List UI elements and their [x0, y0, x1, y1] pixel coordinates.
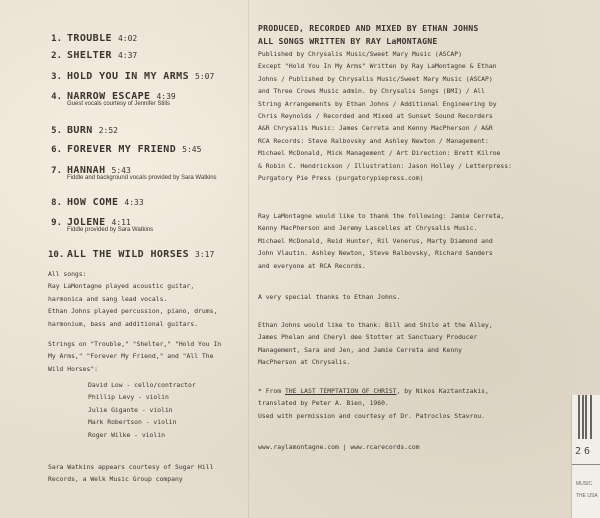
track-time: 5:45 [182, 145, 202, 154]
all-songs-line: Ray LaMontagne played acoustic guitar, [48, 282, 195, 291]
quote-rest: , by Nikos Kaztantzakis, [396, 387, 489, 395]
track-number: 7. [51, 166, 62, 176]
barcode-bar [578, 395, 580, 439]
barcode-bar [590, 395, 592, 439]
track-row [48, 28, 137, 46]
strings-intro-line: Strings on "Trouble," "Shelter," "Hold You In [48, 340, 222, 348]
track-number: 3. [51, 72, 62, 82]
track-number: 2. [51, 51, 62, 61]
quote-line-1 [258, 385, 489, 397]
track-title: HOW COME [67, 197, 119, 208]
barcode-bar [582, 395, 584, 439]
track-time: 3:17 [195, 250, 215, 259]
sara-watkins-line: Sara Watkins appears courtesy of Sugar Hill [48, 463, 214, 471]
corner-text-2: THE USA [576, 493, 598, 499]
track-number: 6. [51, 145, 62, 155]
track-title: HANNAH [67, 165, 106, 176]
credits-line: A&R Chrysalis Music: James Cerreta and Kenny MacPherson / A&R [258, 124, 493, 133]
thanks-ethan-special: A very special thanks to Ethan Johns. [258, 293, 401, 301]
thanks-ray-line: Kenny MacPherson and Jeremy Lascelles at Chrysalis Music. [258, 224, 478, 233]
column-divider [248, 0, 249, 518]
credits-line: Published by Chrysalis Music/Sweet Mary Music (ASCAP) [258, 50, 462, 58]
track-row [48, 66, 214, 84]
track-time: 2:52 [98, 126, 118, 135]
track-title: ALL THE WILD HORSES [67, 249, 189, 260]
track-note: Fiddle provided by Sara Watkins [67, 227, 154, 233]
track-row [48, 192, 144, 210]
quote-prefix: * From [258, 387, 285, 395]
credits-line: and Three Crows Music admin. by Chrysalis Songs (BMI) / All [258, 87, 486, 96]
all-songs-line: All songs: [48, 270, 87, 278]
thanks-ethan-line: James Phelan and Cheryl dee Stotter at Sanctuary Producer [258, 333, 478, 342]
thanks-ray-block [258, 210, 504, 272]
strings-intro-line: Wild Horses": [48, 364, 99, 373]
string-player: Julie Gigante - violin [88, 405, 173, 414]
sara-watkins-line: Records, a Welk Music Group company [48, 475, 183, 484]
quote-line-3: Used with permission and courtesy of Dr. Patroclos Stavrou. [258, 411, 486, 420]
track-number: 9. [51, 218, 62, 228]
track-time: 4:33 [124, 198, 144, 207]
all-songs-line: harmonium, bass and additional guitars. [48, 319, 199, 328]
quote-line-2: translated by Peter A. Bien, 1960. [258, 399, 389, 408]
track-number: 1. [51, 34, 62, 44]
credits-line: Except "Hold You In My Arms" Written by Ray LaMontagne & Ethan [258, 62, 497, 71]
websites: www.raylamontagne.com | www.rcarecords.com [258, 443, 420, 451]
track-title: TROUBLE [67, 33, 112, 44]
track-number: 10. [48, 250, 65, 260]
barcode-bar [585, 395, 587, 439]
credits-line: RCA Records: Steve Ralbovsky and Ashley Newton / Management: [258, 136, 489, 145]
all-songs-line: Ethan Johns played percussion, piano, drums, [48, 307, 218, 316]
credits-line: Purgatory Pie Press (purgatorypiepress.com) [258, 174, 424, 183]
barcode-corner [571, 395, 600, 518]
credits-line: Chris Reynolds / Recorded and Mixed at Sunset Sound Recorders [258, 112, 493, 121]
track-title: NARROW ESCAPE [67, 91, 151, 102]
corner-text-1: MUSIC [576, 481, 593, 487]
track-time: 4:11 [111, 218, 131, 227]
track-time: 5:07 [195, 72, 215, 81]
producer-heading: PRODUCED, RECORDED AND MIXED BY ETHAN JOHNS [258, 23, 479, 33]
track-title: BURN [67, 125, 93, 136]
writer-heading: ALL SONGS WRITTEN BY RAY LaMONTAGNE [258, 36, 438, 46]
all-songs-block [48, 268, 217, 330]
string-player: Mark Robertson - violin [88, 418, 177, 427]
track-title: HOLD YOU IN MY ARMS [67, 71, 189, 82]
thanks-ethan-line: Ethan Johns would like to thank: Bill and Shilo at the Alley, [258, 321, 493, 329]
track-time: 4:02 [117, 34, 138, 43]
thanks-ray-line: Ray LaMontagne would like to thank the following: Jamie Cerreta, [258, 212, 505, 220]
track-time: 4:39 [156, 92, 176, 101]
track-time: 5:43 [111, 166, 131, 175]
credits-heading [258, 22, 479, 48]
track-note: Fiddle and background vocals provided by Sara Watkins [67, 175, 217, 181]
sara-watkins-block [48, 461, 213, 486]
corner-number: 26 [575, 446, 594, 457]
quote-credit-block [258, 385, 489, 422]
track-number: 4. [51, 92, 62, 102]
thanks-ethan-line: MacPherson at Chrysalis. [258, 358, 351, 367]
track-number: 8. [51, 198, 62, 208]
string-player: Roger Wilke - violin [88, 430, 165, 439]
thanks-ethan-line: Management, Sara and Jen, and Jamie Cerreta and Kenny [258, 345, 462, 354]
credits-body [258, 48, 512, 184]
track-note: Guest vocals courtesy of Jennifer Stills [67, 101, 171, 107]
string-player: Phillip Levy - violin [88, 393, 169, 402]
track-row [48, 139, 201, 157]
thanks-ray-line: Michael McDonald, Reid Hunter, Ril Venerus, Marty Diamond and [258, 236, 493, 245]
track-title: JOLENE [67, 217, 106, 228]
strings-intro-line: My Arms," "Forever My Friend," and "All The [48, 352, 214, 361]
track-number: 5. [51, 126, 62, 136]
track-title: FOREVER MY FRIEND [67, 144, 177, 155]
credits-line: Michael McDonald, Mick Management / Art Direction: Brett Kilroe [258, 149, 501, 158]
track-row [48, 120, 118, 138]
quote-book-title: THE LAST TEMPTATION OF CHRIST [284, 387, 397, 395]
corner-divider [572, 464, 600, 465]
track-row [48, 244, 214, 262]
thanks-ethan-block [258, 319, 493, 369]
thanks-ray-line: John Vlautin. Ashley Newton, Steve Ralbovsky, Richard Sanders [258, 249, 493, 258]
strings-intro-block [48, 338, 221, 375]
credits-line: Johns / Published by Chrysalis Music/Sweet Mary Music (ASCAP) [258, 74, 493, 83]
string-player: David Low - cello/contractor [88, 381, 196, 389]
credits-line: & Robin C. Hendrickson / Illustration: Jason Holley / Letterpress: [258, 161, 512, 170]
track-row [48, 45, 137, 63]
thanks-ray-line: and everyone at RCA Records. [258, 261, 366, 270]
track-time: 4:37 [117, 51, 138, 60]
all-songs-line: harmonica and sang lead vocals. [48, 294, 168, 303]
credits-line: String Arrangements by Ethan Johns / Additional Engineering by [258, 99, 497, 108]
track-title: SHELTER [67, 50, 112, 61]
string-players-block [88, 379, 196, 441]
